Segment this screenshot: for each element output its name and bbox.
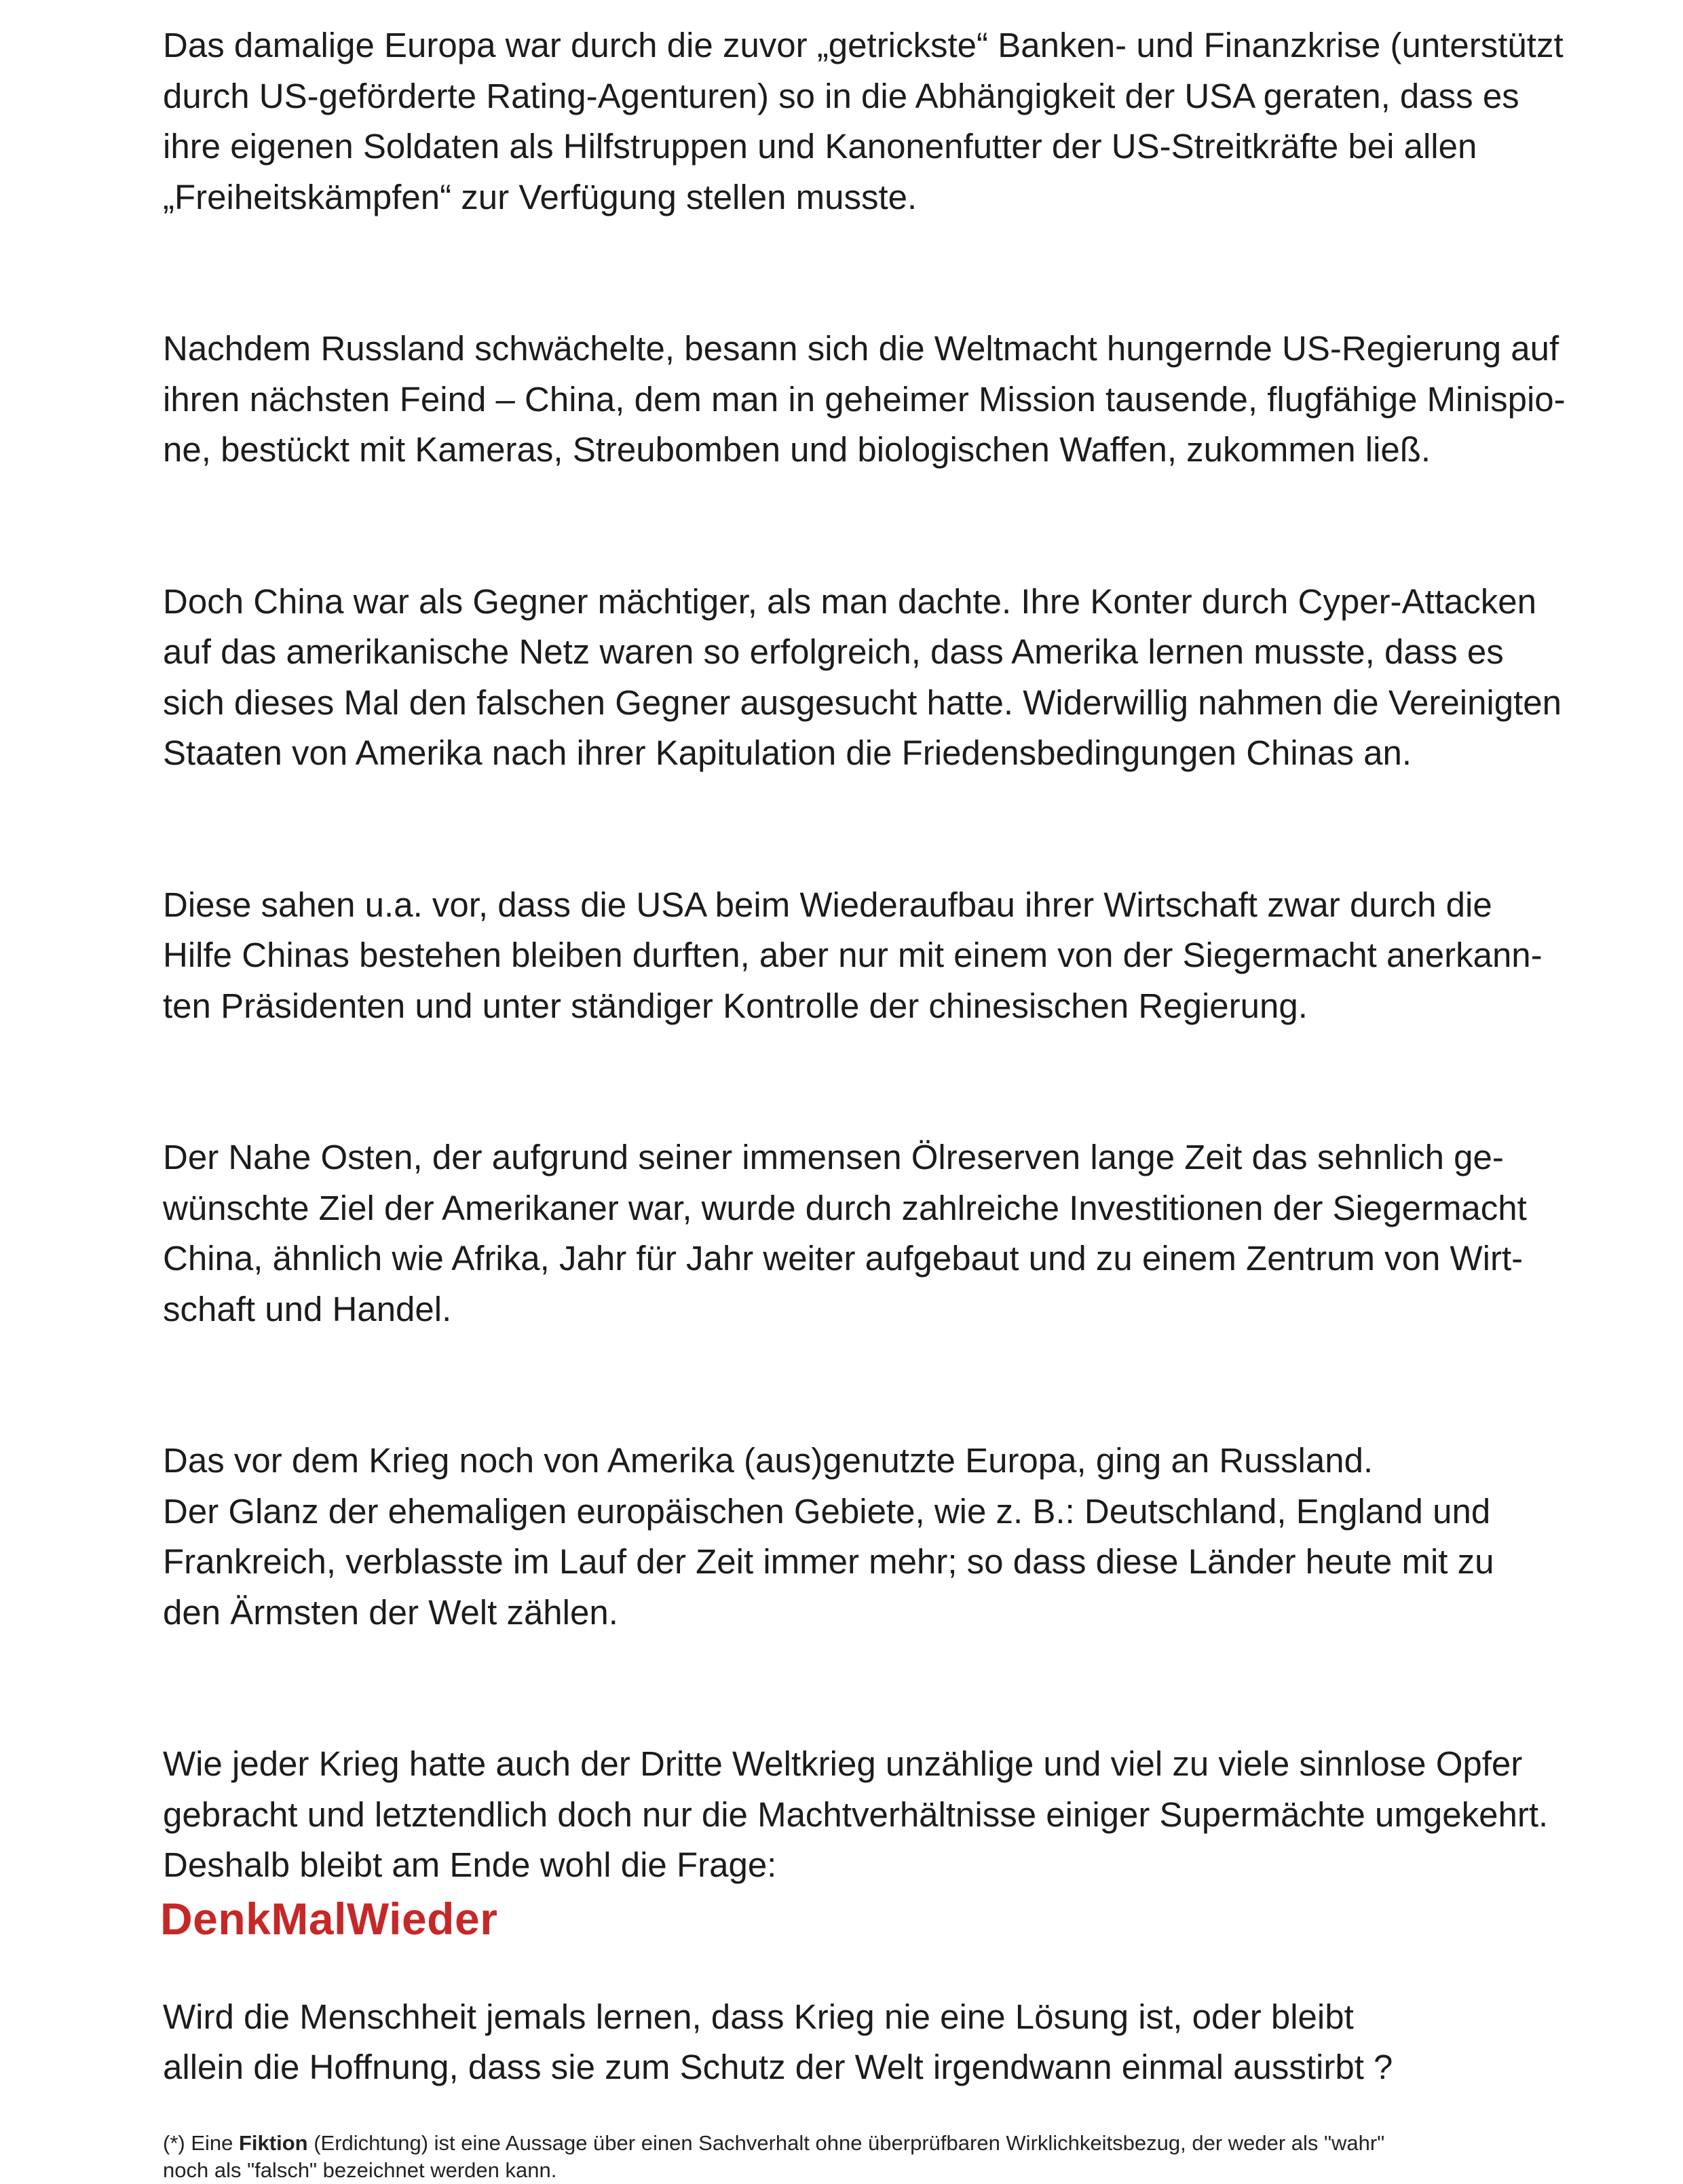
text-line: den Ärmsten der Welt zählen. xyxy=(163,1592,618,1632)
text-line: Wird die Menschheit jemals lernen, dass Krieg nie eine Lösung ist, oder bleibt xyxy=(163,1997,1354,2036)
footnote-term: Fiktion xyxy=(238,2130,308,2155)
text-line: Nachdem Russland schwächelte, besann sich die Weltmacht hungernde US-Regierung auf xyxy=(163,329,1559,368)
text-line: Deshalb bleibt am Ende wohl die Frage: xyxy=(163,1845,777,1884)
footnote-line: noch als "falsch" bezeichnet werden kann. xyxy=(163,2158,557,2182)
paragraph-war-victims xyxy=(163,1739,1561,1891)
text-line: wünschte Ziel der Amerikaner war, wurde durch zahlreiche Investitionen der Siegermacht xyxy=(163,1188,1527,1227)
paragraph-middle-east xyxy=(163,1132,1561,1335)
text-line: durch US-geförderte Rating-Agenturen) so in die Abhängigkeit der USA geraten, dass es xyxy=(163,76,1519,115)
footnote-prefix: (*) Eine xyxy=(163,2130,239,2155)
text-line: Wie jeder Krieg hatte auch der Dritte Weltkrieg unzählige und viel zu viele sinnlose Opfer xyxy=(163,1744,1523,1783)
text-line: ihre eigenen Soldaten als Hilfstruppen und Kanonenfutter der US-Streitkräfte bei allen xyxy=(163,127,1477,166)
paragraph-china xyxy=(163,577,1561,779)
text-line: „Freiheitskämpfen“ zur Verfügung stellen musste. xyxy=(163,177,918,216)
text-line: ihren nächsten Feind – China, dem man in geheimer Mission tausende, flugfähige Minispio- xyxy=(163,379,1566,419)
text-line: Der Nahe Osten, der aufgrund seiner immensen Ölreserven lange Zeit das sehnlich ge- xyxy=(163,1138,1504,1176)
text-line: Staaten von Amerika nach ihrer Kapitulation die Friedensbedingungen Chinas an. xyxy=(163,733,1412,772)
text-line: Hilfe Chinas bestehen bleiben durften, aber nur mit einem von der Siegermacht anerkann- xyxy=(163,936,1543,974)
text-line: Diese sahen u.a. vor, dass die USA beim Wiederaufbau ihrer Wirtschaft zwar durch die xyxy=(163,885,1492,924)
text-line: gebracht und letztendlich doch nur die Machtverhältnisse einiger Supermächte umgekehrt. xyxy=(163,1795,1549,1834)
footnote xyxy=(163,2130,1561,2184)
text-line: ten Präsidenten und unter ständiger Kontrolle der chinesischen Regierung. xyxy=(163,986,1308,1025)
paragraph-question xyxy=(163,1992,1561,2093)
text-line: schaft und Handel. xyxy=(163,1289,452,1328)
text-line: Frankreich, verblasste im Lauf der Zeit immer mehr; so dass diese Länder heute mit zu xyxy=(163,1542,1494,1581)
paragraph-europe-russia xyxy=(163,1436,1561,1638)
brand-logo: DenkMalWieder xyxy=(160,1894,498,1944)
document-page xyxy=(163,20,1566,2184)
text-line: auf das amerikanische Netz waren so erfolgreich, dass Amerika lernen musste, dass es xyxy=(163,632,1504,671)
text-line: ne, bestückt mit Kameras, Streubomben und biologischen Waffen, zukommen ließ. xyxy=(163,430,1431,469)
paragraph-russia xyxy=(163,324,1566,476)
text-line: Der Glanz der ehemaligen europäischen Gebiete, wie z. B.: Deutschland, England und xyxy=(163,1491,1491,1531)
text-line: Doch China war als Gegner mächtiger, als man dachte. Ihre Konter durch Cyper-Attacken xyxy=(163,581,1536,621)
paragraph-europe xyxy=(163,20,1564,223)
text-line: China, ähnlich wie Afrika, Jahr für Jahr weiter aufgebaut und zu einem Zentrum von Wirt- xyxy=(163,1239,1524,1278)
text-line: Das damalige Europa war durch die zuvor „getrickste“ Banken- und Finanzkrise (unterstützt xyxy=(163,26,1564,64)
text-line: allein die Hoffnung, dass sie zum Schutz der Welt irgendwann einmal ausstirbt ? xyxy=(163,2048,1393,2086)
paragraph-conditions xyxy=(163,880,1561,1032)
footnote-definition: (Erdichtung) ist eine Aussage über einen Sachverhalt ohne überprüfbaren Wirklichkeitsbezug, der weder als "wahr" xyxy=(307,2130,1385,2155)
footnote-line xyxy=(163,2130,1561,2157)
text-line: sich dieses Mal den falschen Gegner ausgesucht hatte. Widerwillig nahmen die Vereinigten xyxy=(163,683,1562,722)
text-line: Das vor dem Krieg noch von Amerika (aus)genutzte Europa, ging an Russland. xyxy=(163,1441,1374,1480)
